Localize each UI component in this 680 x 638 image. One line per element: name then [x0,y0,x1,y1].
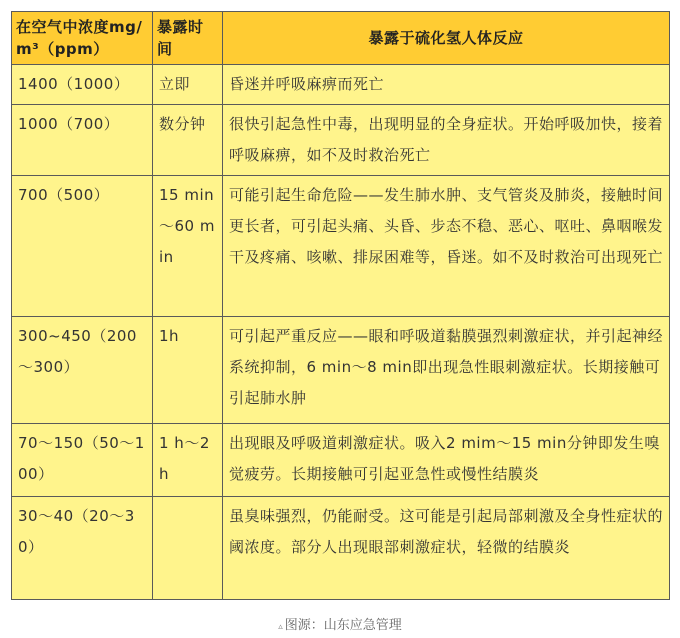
header-human-reaction: 暴露于硫化氢人体反应 [223,12,670,65]
caption-text: 图源：山东应急管理 [284,618,402,633]
table-row [12,65,670,105]
table-row [12,317,670,424]
cell-reaction: 出现眼及呼吸道刺激症状。吸入2 mim～15 min分钟即发生嗅觉疲劳。长期接触可引起亚急性或慢性结膜炎 [223,424,670,497]
table-row [12,176,670,317]
cell-exposure-time: 立即 [153,65,223,105]
table-row [12,497,670,600]
table-header-row [12,12,670,65]
exposure-table-container [11,11,669,600]
cell-concentration: 70～150（50～100） [12,424,153,497]
triangle-marker-icon: ▵ [278,622,283,632]
cell-exposure-time: 1 h～2 h [153,424,223,497]
header-concentration: 在空气中浓度mg/m³（ppm） [12,12,153,65]
cell-concentration: 30～40（20～30） [12,497,153,600]
cell-exposure-time: 1h [153,317,223,424]
image-source-caption [0,614,680,633]
cell-exposure-time [153,497,223,600]
cell-exposure-time: 数分钟 [153,105,223,176]
cell-exposure-time: 15 min～60 min [153,176,223,317]
header-exposure-time: 暴露时间 [153,12,223,65]
cell-concentration: 300~450（200～300） [12,317,153,424]
cell-reaction: 很快引起急性中毒，出现明显的全身症状。开始呼吸加快，接着呼吸麻痹，如不及时救治死亡 [223,105,670,176]
cell-concentration: 1000（700） [12,105,153,176]
cell-concentration: 700（500） [12,176,153,317]
table-row [12,424,670,497]
cell-concentration: 1400（1000） [12,65,153,105]
h2s-exposure-table [11,11,670,600]
table-row [12,105,670,176]
cell-reaction: 昏迷并呼吸麻痹而死亡 [223,65,670,105]
cell-reaction: 可引起严重反应——眼和呼吸道黏膜强烈刺激症状，并引起神经系统抑制，6 min～8 min即出现急性眼刺激症状。长期接触可引起肺水肿 [223,317,670,424]
cell-reaction: 虽臭味强烈，仍能耐受。这可能是引起局部刺激及全身性症状的阈浓度。部分人出现眼部刺激症状，轻微的结膜炎 [223,497,670,600]
cell-reaction: 可能引起生命危险——发生肺水肿、支气管炎及肺炎，接触时间更长者，可引起头痛、头昏、步态不稳、恶心、呕吐、鼻咽喉发干及疼痛、咳嗽、排尿困难等，昏迷。如不及时救治可出现死亡 [223,176,670,317]
